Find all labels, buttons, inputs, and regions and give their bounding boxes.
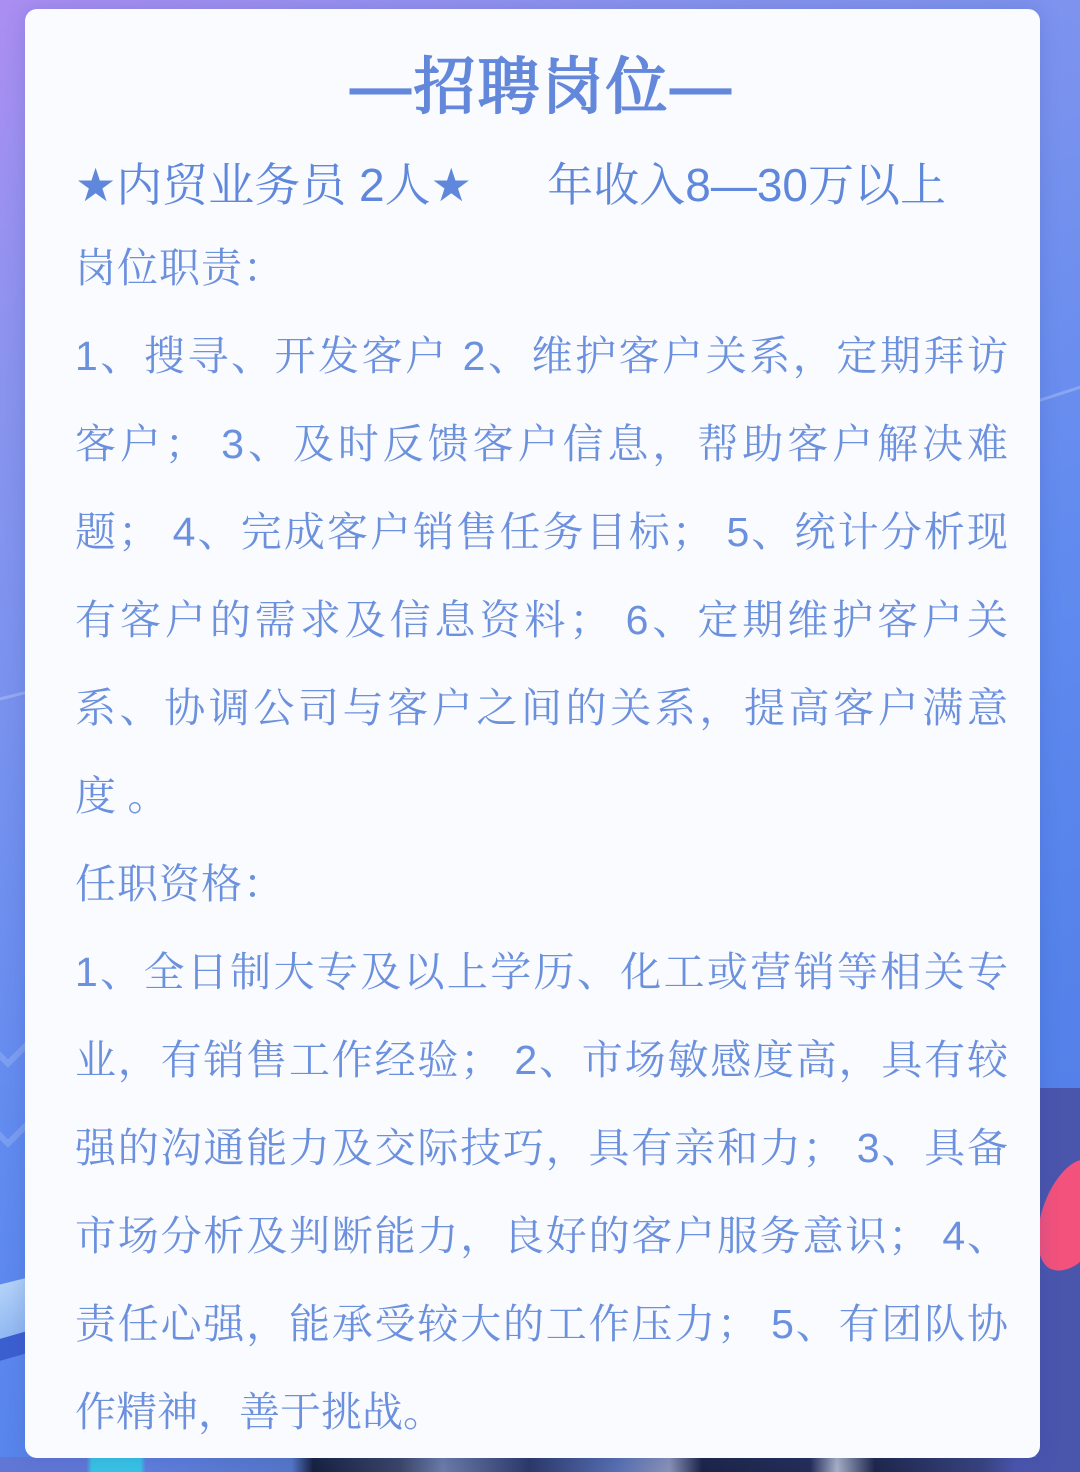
text-line: 市场分析及判断能力，良好的客户服务意识； 4、 — [75, 1213, 1008, 1259]
text-line: 强的沟通能力及交际技巧，具有亲和力； 3、具备 — [75, 1125, 1008, 1171]
text-line: 客户； 3、及时反馈客户信息，帮助客户解决难 — [75, 421, 1008, 467]
text-line: 有客户的需求及信息资料； 6、定期维护客户关 — [75, 597, 1008, 643]
position-salary: 年收入8—30万以上 — [547, 159, 946, 211]
position-row — [75, 159, 1008, 211]
text-line: 度 。 — [75, 773, 169, 819]
section-heading-qualifications: 任职资格： — [75, 861, 285, 907]
text-line: 1、全日制大专及以上学历、化工或营销等相关专 — [75, 949, 1008, 995]
text-line: 1、搜寻、开发客户 2、维护客户关系，定期拜访 — [75, 333, 1008, 379]
poster-title: —招聘岗位— — [349, 53, 734, 122]
text-line: 系、协调公司与客户之间的关系，提高客户满意 — [75, 685, 1008, 731]
text-line: 业，有销售工作经验； 2、市场敏感度高，具有较 — [75, 1037, 1008, 1083]
indigo-panel-decoration — [1036, 1088, 1080, 1472]
poster-card — [25, 9, 1040, 1458]
text-line: 责任心强，能承受较大的工作压力； 5、有团队协 — [75, 1301, 1008, 1347]
section-heading-responsibilities: 岗位职责： — [75, 245, 285, 291]
bottom-photo-strip — [0, 1457, 1080, 1472]
poster-body — [75, 224, 1008, 1456]
text-line: 题； 4、完成客户销售任务目标； 5、统计分析现 — [75, 509, 1008, 555]
text-line: 作精神，善于挑战。 — [75, 1389, 444, 1435]
position-name: ★内贸业务员 2人★ — [75, 159, 472, 211]
